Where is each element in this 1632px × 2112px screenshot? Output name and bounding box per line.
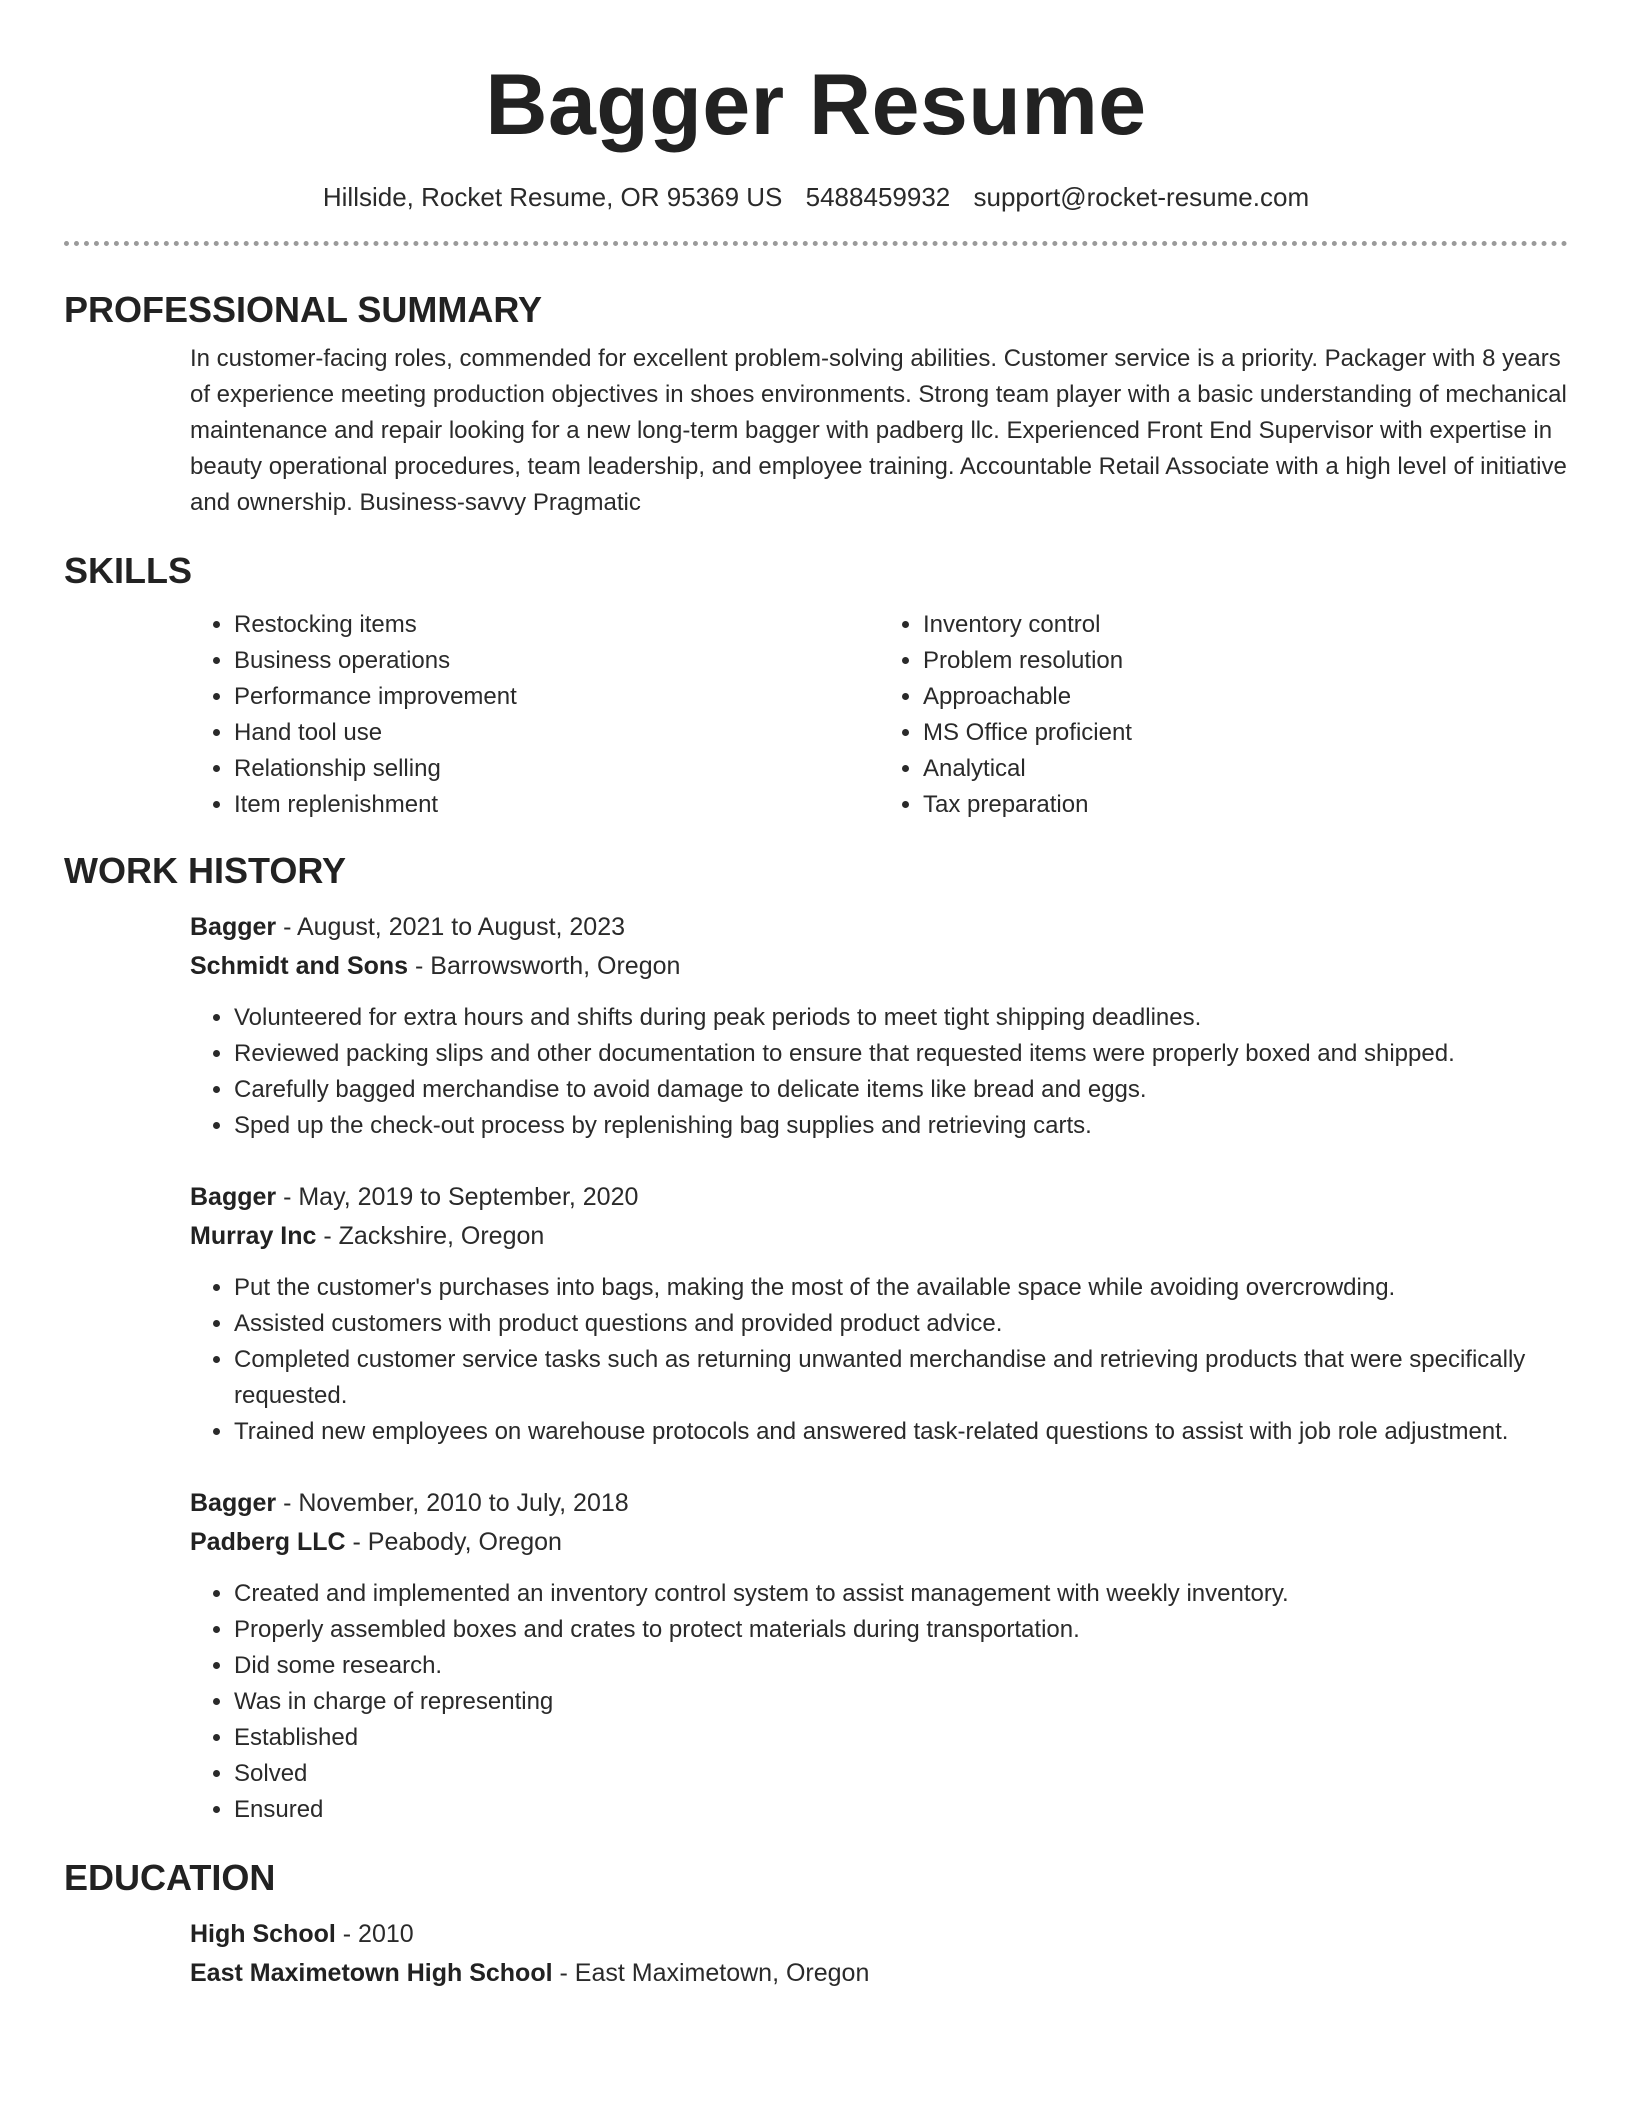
- skills-section: [64, 549, 1568, 822]
- skills-heading: SKILLS: [64, 550, 193, 592]
- job-duty: • Ensured: [234, 1792, 1568, 1828]
- job-role: Bagger: [190, 1488, 277, 1517]
- skill-item: • Performance improvement: [234, 679, 879, 715]
- job-duty: • Did some research.: [234, 1648, 1568, 1684]
- job-company-line: [190, 947, 1568, 986]
- summary-body: [190, 341, 1568, 521]
- job-entry: [190, 1484, 1568, 1828]
- job-location: - Zackshire, Oregon: [316, 1221, 545, 1250]
- skill-item: • Inventory control: [923, 607, 1568, 643]
- education-entry: [190, 1915, 1568, 1993]
- education-year: - 2010: [335, 1919, 414, 1948]
- job-duty: • Assisted customers with product questions and provided product advice.: [234, 1306, 1568, 1342]
- resume-name: Bagger Resume: [485, 57, 1147, 153]
- job-company: Schmidt and Sons: [190, 951, 409, 980]
- job-duties: [190, 1000, 1568, 1144]
- skill-item: • Problem resolution: [923, 643, 1568, 679]
- skills-list-right: [879, 607, 1568, 823]
- skill-item: • Business operations: [234, 643, 879, 679]
- job-duty: • Completed customer service tasks such as returning unwanted merchandise and retrieving products that were specifically requested.: [234, 1342, 1568, 1414]
- skill-item: • Restocking items: [234, 607, 879, 643]
- job-title-line: [190, 908, 1568, 947]
- job-duty: • Properly assembled boxes and crates to protect materials during transportation.: [234, 1612, 1568, 1648]
- contact-address: Hillside, Rocket Resume, OR 95369 US: [322, 182, 783, 212]
- skill-item: • MS Office proficient: [923, 715, 1568, 751]
- job-duty: • Created and implemented an inventory control system to assist management with weekly inventory.: [234, 1576, 1568, 1612]
- job-location: - Barrowsworth, Oregon: [408, 951, 681, 980]
- job-dates: - May, 2019 to September, 2020: [276, 1182, 639, 1211]
- job-duty: • Solved: [234, 1756, 1568, 1792]
- job-duty: • Sped up the check-out process by replenishing bag supplies and retrieving carts.: [234, 1108, 1568, 1144]
- job-dates: - August, 2021 to August, 2023: [276, 912, 626, 941]
- skill-item: • Item replenishment: [234, 787, 879, 823]
- education-degree: High School: [190, 1919, 336, 1948]
- summary-heading: PROFESSIONAL SUMMARY: [64, 289, 543, 331]
- education-degree-line: [190, 1915, 1568, 1954]
- skills-grid: [190, 607, 1568, 823]
- job-duties: [190, 1270, 1568, 1450]
- summary-section: [64, 288, 1568, 521]
- job-title-line: [190, 1178, 1568, 1217]
- education-school-line: [190, 1954, 1568, 1993]
- job-company: Murray Inc: [190, 1221, 317, 1250]
- skill-item: • Approachable: [923, 679, 1568, 715]
- job-duty: • Reviewed packing slips and other documentation to ensure that requested items were properly boxed and shipped.: [234, 1036, 1568, 1072]
- skill-item: • Analytical: [923, 751, 1568, 787]
- work-history-section: [64, 849, 1568, 1828]
- job-entry: [190, 1178, 1568, 1450]
- job-duty: • Put the customer's purchases into bags, making the most of the available space while avoiding overcrowding.: [234, 1270, 1568, 1306]
- header-divider: [64, 241, 1568, 246]
- skills-list-left: [190, 607, 879, 823]
- job-duty: • Volunteered for extra hours and shifts during peak periods to meet tight shipping deadlines.: [234, 1000, 1568, 1036]
- contact-phone: 5488459932: [805, 182, 951, 212]
- education-school: East Maximetown High School: [190, 1958, 553, 1987]
- job-title-line: [190, 1484, 1568, 1523]
- skill-item: • Relationship selling: [234, 751, 879, 787]
- skill-item: • Tax preparation: [923, 787, 1568, 823]
- job-entry: [190, 908, 1568, 1144]
- job-company-line: [190, 1217, 1568, 1256]
- job-duty: • Established: [234, 1720, 1568, 1756]
- education-section: [64, 1856, 1568, 1993]
- summary-text: In customer-facing roles, commended for excellent problem-solving abilities. Customer service is a priority. Packager with 8 years of experience meeting production objectives in shoes environments. Strong team player with a basic understanding of mechanical maintenance and repair looking for a new long-term bagger with padberg llc. Experienced Front End Supervisor with expertise in beauty operational procedures, team leadership, and employee training. Accountable Retail Associate with a high level of initiative and ownership. Business-savvy Pragmatic: [190, 345, 1567, 517]
- job-role: Bagger: [190, 1182, 277, 1211]
- job-company-line: [190, 1523, 1568, 1562]
- job-duties: [190, 1576, 1568, 1828]
- job-location: - Peabody, Oregon: [345, 1527, 562, 1556]
- job-role: Bagger: [190, 912, 277, 941]
- contact-line: [64, 182, 1568, 213]
- job-duty: • Carefully bagged merchandise to avoid damage to delicate items like bread and eggs.: [234, 1072, 1568, 1108]
- skill-item: • Hand tool use: [234, 715, 879, 751]
- contact-email: support@rocket-resume.com: [973, 182, 1310, 212]
- job-duty: • Trained new employees on warehouse protocols and answered task-related questions to assist with job role adjustment.: [234, 1414, 1568, 1450]
- work-history-heading: WORK HISTORY: [64, 849, 347, 891]
- education-location: - East Maximetown, Oregon: [552, 1958, 870, 1987]
- education-heading: EDUCATION: [64, 1856, 276, 1898]
- job-duty: • Was in charge of representing: [234, 1684, 1568, 1720]
- job-dates: - November, 2010 to July, 2018: [276, 1488, 629, 1517]
- job-company: Padberg LLC: [190, 1527, 346, 1556]
